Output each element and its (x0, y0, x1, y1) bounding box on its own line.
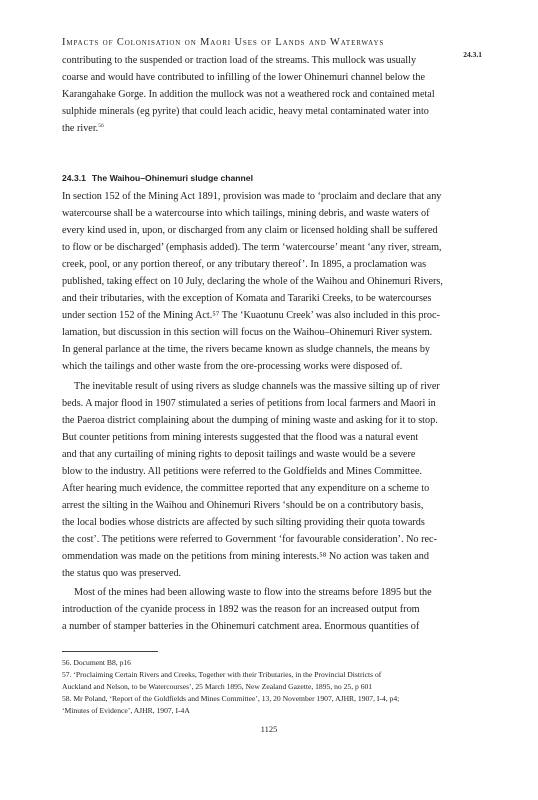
text-line: and their tributaries, with the exception of Komata and Tarariki Creeks, to be watercourses (62, 293, 432, 304)
text-line: contributing to the suspended or traction load of the streams. This mullock was usually (62, 55, 417, 66)
text-line: After hearing much evidence, the committee reported that any expenditure on a scheme to (62, 483, 430, 494)
text-line: and that any curtailing of mining rights to deposit tailings and waste would be a severe (62, 449, 416, 460)
text-line: to flow or be discharged’ (emphasis added). The term ‘watercourse’ meant ‘any river, stream, (62, 242, 442, 253)
section-heading-title: The Waihou–Ohinemuri sludge channel (91, 173, 253, 183)
paragraph-sludge-channel (62, 188, 480, 375)
text-line: sulphide minerals (eg pyrite) that could leach acidic, heavy metal contaminated water into (62, 106, 429, 117)
paragraph-continuation (62, 52, 480, 137)
running-head: Impacts of Colonisation on Maori Uses of Lands and Waterways (62, 37, 385, 48)
section-number: 24.3.1 (463, 50, 482, 59)
text-line: creek, pool, or any portion thereof, or any tributary thereof’. In 1895, a proclamation was (62, 259, 427, 270)
footnote-ref: 56 (98, 123, 104, 129)
paragraph-silting (62, 378, 480, 582)
footnote-57-cont: Auckland and Nelson, to be Watercourses’, 25 March 1895, New Zealand Gazette, 1895, no 25, p 601 (62, 682, 373, 691)
text-line: a number of stamper batteries in the Ohinemuri catchment area. Enormous quantities of (62, 621, 420, 632)
text-line: under section 152 of the Mining Act.⁵⁷ The ‘Kuaotunu Creek’ was also included in this proc- (62, 310, 440, 321)
text-line: watercourse shall be a watercourse into which tailings, mining debris, and waste waters of (62, 208, 430, 219)
text-line: ommendation was made on the petitions from mining interests.⁵⁸ No action was taken and (62, 551, 429, 562)
text-line: In section 152 of the Mining Act 1891, provision was made to ‘proclaim and declare that any (62, 191, 442, 202)
text-line: the cost’. The petitions were referred to Government ‘for favourable consideration’. No rec- (62, 534, 437, 545)
text-line: But counter petitions from mining interests suggested that the flood was a natural event (62, 432, 419, 443)
footnote-58-cont: ‘Minutes of Evidence’, AJHR, 1907, I-4A (62, 706, 190, 715)
text-line: coarse and would have contributed to infilling of the lower Ohinemuri channel below the (62, 72, 425, 83)
paragraph-cyanide (62, 584, 480, 635)
footnote-divider (62, 651, 158, 652)
text-line: arrest the silting in the Waihou and Ohinemuri Rivers ‘should be on a contributory basis, (62, 500, 424, 511)
text-line: In general parlance at the time, the rivers became known as sludge channels, the means by (62, 344, 431, 355)
section-heading (62, 173, 482, 183)
text-line: the Paeroa district complaining about the dumping of mining waste and asking for it to stop. (62, 415, 438, 426)
text-line: lamation, but discussion in this section will focus on the Waihou–Ohinemuri River system. (62, 327, 433, 338)
section-heading-number: 24.3.1 (62, 173, 86, 183)
text-line: blow to the industry. All petitions were referred to the Goldfields and Mines Committee. (62, 466, 423, 477)
text-line: every kind used in, upon, or discharged from any claim or licensed holding shall be suffered (62, 225, 438, 236)
text-line: which the tailings and other waste from the ore-processing works were disposed of. (62, 361, 403, 372)
footnote-56: 56. Document B8, p16 (62, 658, 131, 667)
footnote-57: 57. ‘Proclaiming Certain Rivers and Creeks, Together with their Tributaries, in the Provincial Districts of (62, 670, 382, 679)
text-line-segment: the river. (62, 123, 99, 134)
text-line: Karangahake Gorge. In addition the mullock was not a weathered rock and contained metal (62, 89, 435, 100)
text-line: the status quo was preserved. (62, 568, 182, 579)
footnotes (62, 657, 480, 717)
text-line: The inevitable result of using rivers as sludge channels was the massive silting up of river (74, 381, 440, 392)
footnote-58: 58. Mr Poland, ‘Report of the Goldfields and Mines Committee’, 13, 20 November 1907, AJHR, 1907, I-4, p4; (62, 694, 400, 703)
page-number: 1125 (260, 724, 278, 734)
text-line: published, taking effect on 10 July, declaring the whole of the Waihou and Ohinemuri Rivers, (62, 276, 443, 287)
text-line: Most of the mines had been allowing waste to flow into the streams before 1895 but the (74, 587, 432, 598)
text-line: introduction of the cyanide process in 1892 was the reason for an increased output from (62, 604, 420, 615)
text-line: beds. A major flood in 1907 stimulated a series of petitions from local farmers and Maori in (62, 398, 436, 409)
text-line (62, 120, 480, 137)
text-line: the local bodies whose districts are affected by such silting providing their quota towards (62, 517, 425, 528)
